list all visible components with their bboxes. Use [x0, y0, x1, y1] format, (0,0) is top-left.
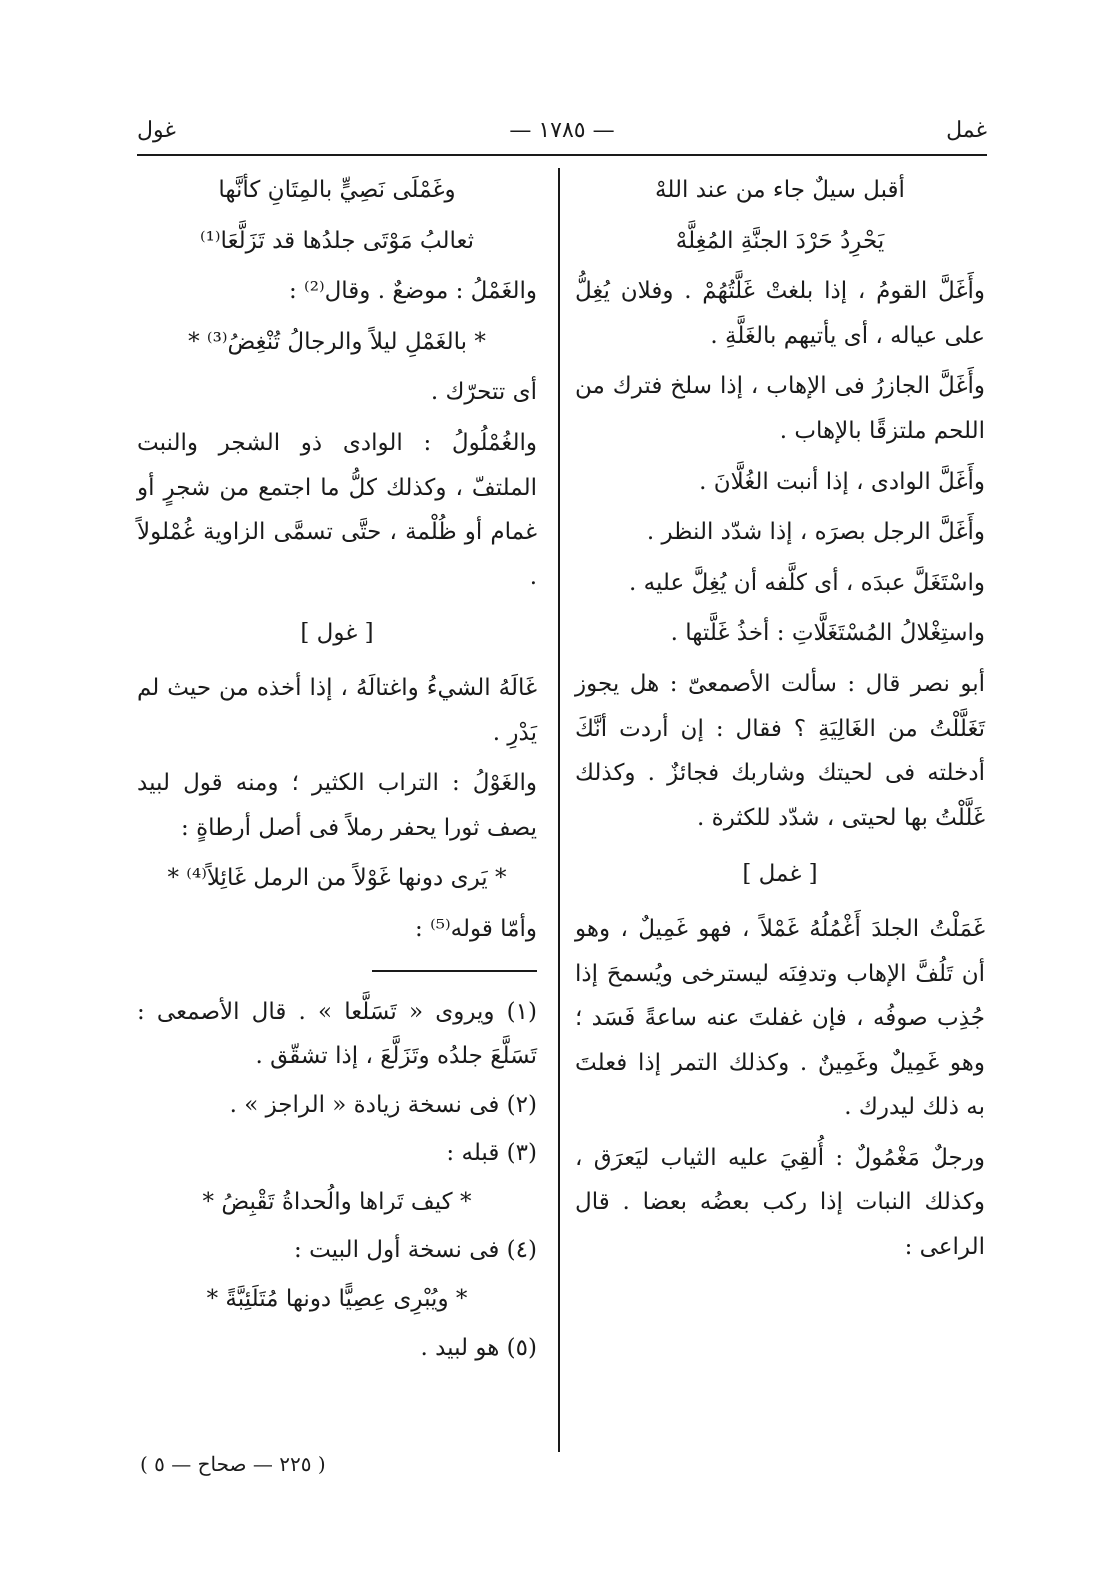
paragraph: والغُمْلُولُ : الوادى ذو الشجر والنبت الملتفّ ، وكذلك كلُّ ما اجتمع من شجرٍ أو غمام أو ظُلْمة ، حتَّى تسمَّى الزاوية غُمْلولاً .: [137, 429, 537, 590]
footnote: (٢) فى نسخة زيادة « الراجز » .: [229, 1091, 537, 1118]
paragraph: وأَغَلَّ الرجل بصرَه ، إذا شدّد النظر .: [646, 519, 985, 546]
printer-signature: ( ٢٢٥ — صحاح — ٥ ): [140, 1452, 326, 1476]
verse: وغَمْلَى نَصِيٍّ بالمِتَانِ كأنَّها: [218, 177, 456, 203]
footnote-verse: * ويُبْرِى عِصِيًّا دونها مُتَلَئِبَّةً *: [206, 1286, 468, 1313]
header-root-left: غول: [137, 118, 176, 143]
verse: * يَرى دونها غَوْلاً من الرمل غَائِلاً⁽⁴⁾ *: [167, 865, 507, 892]
paragraph: غَمَلْتُ الجلدَ أَغْمُلُهُ غَمْلاً ، فهو غَمِيلٌ ، وهو أن تَلُفَّ الإهاب وتدفِنَه ليسترخى ويُسمحَ إذا جُذِب صوفُه ، فإن غفلتَ عنه ساعةً فَسَد ؛ وهو غَمِيلٌ وغَمِينٌ . وكذلك التمر إذا فعلتَ به ذلك ليدرك .: [575, 915, 985, 1121]
paragraph: أى تتحرّك .: [430, 379, 537, 406]
verse: يَحْرِدُ حَرْدَ الجنَّةِ المُغِلَّهْ: [675, 227, 885, 254]
footnotes: [137, 990, 537, 1371]
paragraph: ورجلٌ مَغْمُولٌ : أُلقِيَ عليه الثياب ليَعرَق ، وكذلك النبات إذا ركب بعضُه بعضا . قال الراعى :: [575, 1144, 985, 1261]
page-number: — ١٧٨٥ —: [509, 118, 615, 143]
footnote: (١) ويروى « تَسَلَّعا » . قال الأصمعى : تَسَلَّعَ جلدُه وتَزَلَّعَ ، إذا تشقّق .: [137, 998, 537, 1070]
verse: ثعالبُ مَوْتَى جلدُها قد تَزَلَّعَا⁽¹⁾: [200, 227, 474, 254]
paragraph: واسْتَغَلَّ عبدَه ، أى كلَّفه أن يُغِلَّ عليه .: [629, 569, 985, 596]
paragraph: وأَغَلَّ الوادى ، إذا أنبت الغُلَّانَ .: [699, 468, 985, 495]
left-column: [137, 168, 537, 1374]
paragraph: واستِغْلالُ المُسْتَغَلَّاتِ : أخذُ غَلَّتها .: [670, 620, 985, 647]
page-header: [137, 118, 987, 152]
paragraph: والغَمْلُ : موضعٌ . وقال⁽²⁾ :: [288, 278, 537, 305]
right-column: [575, 168, 985, 1276]
paragraph: وأَغَلَّ الجازرُ فى الإهاب ، إذا سلخ فترك من اللحم ملتزقًا بالإهاب .: [575, 373, 985, 444]
header-rule: [137, 154, 987, 156]
verse: * بالغَمْلِ ليلاً والرجالُ تُنْغِضُ⁽³⁾ *: [188, 328, 486, 355]
paragraph: وأمّا قوله⁽⁵⁾ :: [415, 915, 537, 942]
verse: أقبل سيلٌ جاء من عند اللهْ: [655, 177, 905, 203]
paragraph: غَالَهُ الشيءُ واغتالَهُ ، إذا أخذه من حيث لم يَدْرِ .: [137, 674, 537, 746]
paragraph: والغَوْلُ : التراب الكثير ؛ ومنه قول لبيد يصف ثورا يحفر رملاً فى أصل أرطاةٍ :: [137, 770, 537, 841]
paragraph: أبو نصر قال : سألت الأصمعىّ : هل يجوز تَغَلَّلْتُ من الغَالِيَةِ ؟ فقال : إن أردت أنَّكَ أدخلته فى لحيتك وشاربك فجائزٌ . وكذلك غَلَّلْتُ بها لحيتى ، شدّد للكثرة .: [575, 670, 985, 831]
entry-heading: [ غمل ]: [742, 861, 818, 888]
column-divider: [558, 168, 560, 1452]
paragraph: وأَغَلَّ القومُ ، إذا بلغتْ غَلَّتُهُمْ . وفلان يُغِلُّ على عياله ، أى يأتيهم بالغَلَّةِ .: [575, 278, 985, 349]
footnote: (٥) هو لبيد .: [420, 1334, 537, 1361]
header-root-right: غمل: [946, 118, 987, 143]
footnote: (٣) قبله :: [446, 1140, 537, 1167]
entry-heading: [ غول ]: [300, 620, 374, 647]
footnote: (٤) فى نسخة أول البيت :: [294, 1237, 537, 1264]
footnote-rule: [372, 970, 537, 972]
footnote-verse: * كيف تَراها والُحداةُ تَقْبِضُ *: [202, 1188, 472, 1215]
